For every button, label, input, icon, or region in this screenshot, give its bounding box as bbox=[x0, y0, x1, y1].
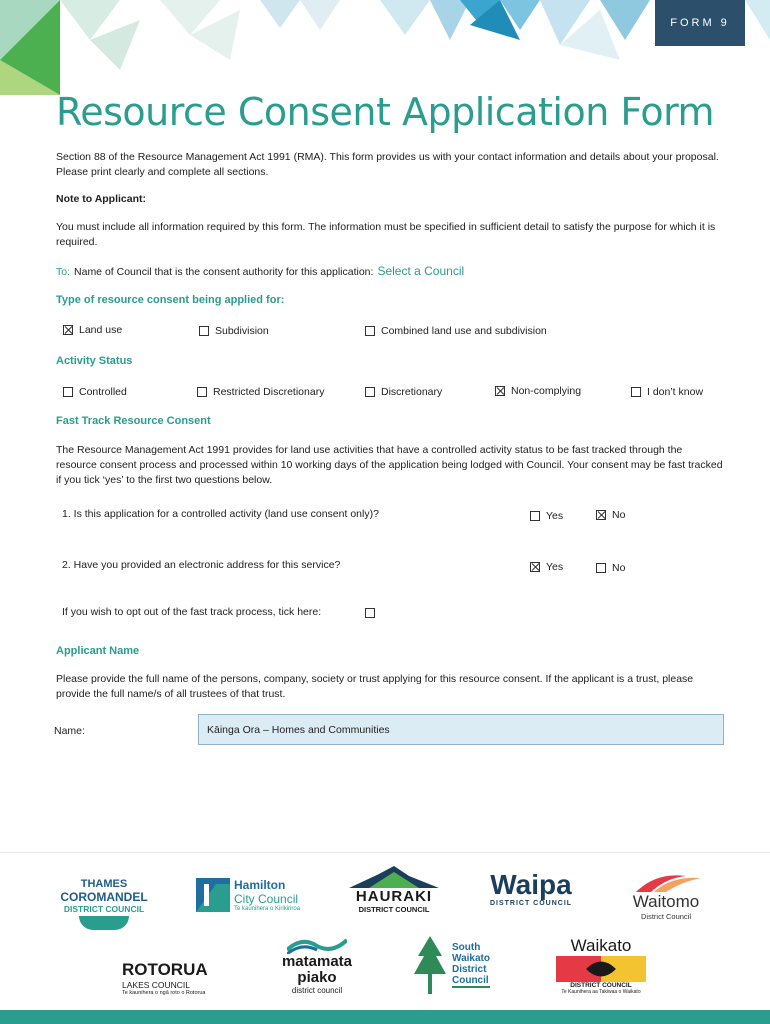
waikato-logo: Waikato DISTRICT COUNCIL Te Kaunihera aa Takiwaa o Waikato bbox=[554, 936, 648, 995]
waitomo-flame-icon bbox=[626, 872, 706, 892]
form-number-tag: FORM 9 bbox=[655, 0, 745, 46]
option-label: Discretionary bbox=[381, 386, 443, 398]
checkbox-checked-icon[interactable] bbox=[596, 510, 606, 520]
intro-text: Section 88 of the Resource Management Act 1991 (RMA). This form provides us with your contact information and details about your proposal. Please print clearly and complete all sections. bbox=[56, 151, 719, 178]
matamata-piako-logo: matamata piako district council bbox=[272, 936, 362, 995]
option-label: I don’t know bbox=[647, 386, 704, 398]
option-label: No bbox=[612, 509, 626, 521]
option-label: Controlled bbox=[79, 386, 127, 398]
note-heading: Note to Applicant: bbox=[56, 193, 147, 205]
south-waikato-logo: South Waikato District Council bbox=[412, 936, 508, 994]
activity-dont-know[interactable] bbox=[631, 386, 703, 398]
opt-out-text: If you wish to opt out of the fast track process, tick here: bbox=[62, 606, 322, 618]
thames-coromandel-logo: THAMES COROMANDEL DISTRICT COUNCIL bbox=[56, 878, 152, 930]
checkbox-icon[interactable] bbox=[197, 387, 207, 397]
page-title: Resource Consent Application Form bbox=[56, 90, 715, 134]
waitomo-logo: Waitomo District Council bbox=[618, 872, 714, 921]
activity-controlled[interactable] bbox=[63, 386, 127, 398]
checkbox-icon[interactable] bbox=[199, 326, 209, 336]
consent-combined[interactable] bbox=[365, 325, 547, 337]
checkbox-icon[interactable] bbox=[63, 387, 73, 397]
option-label: Subdivision bbox=[215, 325, 269, 337]
waipa-logo: Waipa DISTRICT COUNCIL bbox=[489, 869, 573, 907]
option-label: Non-complying bbox=[511, 385, 582, 397]
applicant-heading: Applicant Name bbox=[56, 645, 140, 657]
checkbox-checked-icon[interactable] bbox=[495, 386, 505, 396]
applicant-text: Please provide the full name of the persons, company, society or trust applying for this resource consent. If the applicant is a trust, please provide the full name/s of all trustees of that trust. bbox=[56, 673, 694, 700]
q2-no[interactable] bbox=[596, 562, 625, 574]
option-label: Yes bbox=[546, 561, 564, 573]
rotorua-logo: ROTORUA LAKES COUNCIL Te kaunihera o ngā roto o Rotorua bbox=[122, 960, 208, 996]
consent-subdivision[interactable] bbox=[199, 325, 269, 337]
name-label: Name: bbox=[54, 725, 85, 737]
option-label: Restricted Discretionary bbox=[213, 386, 325, 398]
question-2: 2. Have you provided an electronic address for this service? bbox=[62, 559, 341, 571]
q1-yes[interactable] bbox=[530, 510, 563, 522]
council-select[interactable]: Select a Council bbox=[377, 264, 465, 278]
option-label: Yes bbox=[546, 510, 564, 522]
activity-restricted-discretionary[interactable] bbox=[197, 386, 324, 398]
activity-status-heading: Activity Status bbox=[56, 355, 133, 367]
q2-yes[interactable] bbox=[530, 561, 563, 573]
option-label: Land use bbox=[79, 324, 123, 336]
to-label: To: bbox=[56, 266, 71, 278]
checkbox-icon[interactable] bbox=[365, 608, 375, 618]
opt-out-checkbox[interactable] bbox=[365, 608, 381, 618]
hamilton-logo: Hamilton City Council Te kaunihera o Kirikiriroa bbox=[196, 878, 316, 912]
activity-non-complying[interactable] bbox=[495, 385, 581, 397]
hauraki-mountain-icon bbox=[349, 866, 439, 888]
consent-land-use[interactable] bbox=[63, 324, 122, 336]
q1-no[interactable] bbox=[596, 509, 625, 521]
council-prompt: Name of Council that is the consent authority for this application: bbox=[74, 266, 374, 278]
checkbox-checked-icon[interactable] bbox=[530, 562, 540, 572]
hauraki-logo: HAURAKI DISTRICT COUNCIL bbox=[346, 866, 442, 914]
council-line bbox=[56, 264, 726, 280]
consent-type-heading: Type of resource consent being applied for: bbox=[56, 294, 285, 306]
footer-divider bbox=[0, 852, 770, 853]
tree-icon bbox=[412, 936, 448, 994]
applicant-name-field[interactable]: Kāinga Ora – Homes and Communities bbox=[198, 714, 724, 745]
activity-discretionary[interactable] bbox=[365, 386, 442, 398]
fast-track-heading: Fast Track Resource Consent bbox=[56, 415, 211, 427]
matamata-wave-icon bbox=[287, 936, 347, 954]
checkbox-icon[interactable] bbox=[631, 387, 641, 397]
checkbox-icon[interactable] bbox=[596, 563, 606, 573]
checkbox-icon[interactable] bbox=[365, 326, 375, 336]
question-1: 1. Is this application for a controlled activity (land use consent only)? bbox=[62, 508, 379, 520]
hamilton-h-icon bbox=[196, 878, 230, 912]
option-label: No bbox=[612, 562, 626, 574]
checkbox-icon[interactable] bbox=[365, 387, 375, 397]
waikato-emblem-icon bbox=[556, 956, 646, 982]
checkbox-icon[interactable] bbox=[530, 511, 540, 521]
footer-bar bbox=[0, 1010, 770, 1024]
option-label: Combined land use and subdivision bbox=[381, 325, 547, 337]
note-text: You must include all information required by this form. The information must be specified in sufficient detail to satisfy the purpose for which it is required. bbox=[56, 221, 716, 248]
fast-track-text: The Resource Management Act 1991 provides for land use activities that have a controlled activity status to be fast tracked through the resource consent process and processed within 10 working days of the application being lodged with Council. Your consent may be fast tracked if you tick ‘yes’ to the first two questions below. bbox=[56, 444, 723, 486]
checkbox-checked-icon[interactable] bbox=[63, 325, 73, 335]
